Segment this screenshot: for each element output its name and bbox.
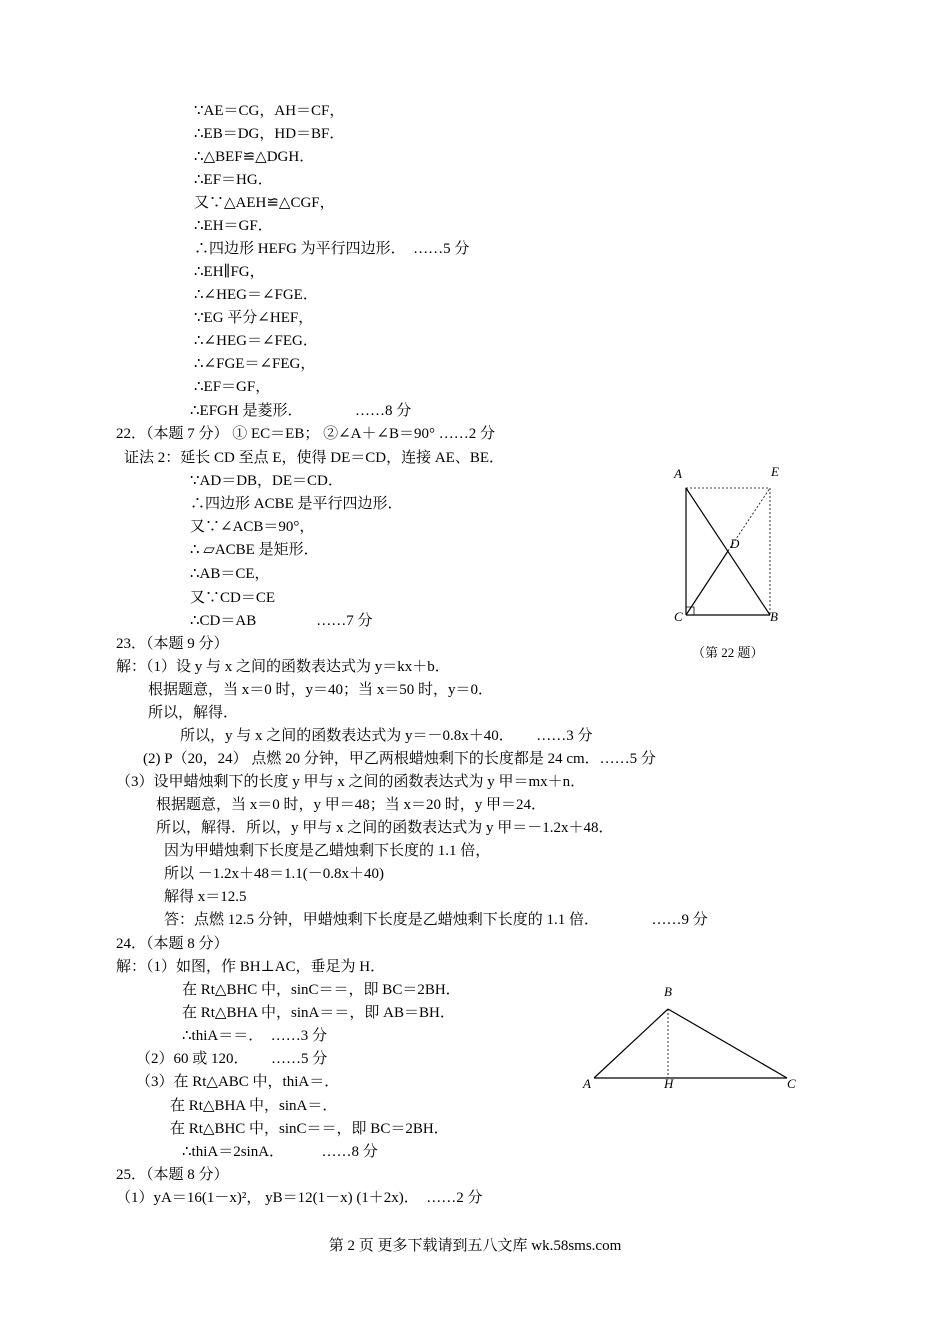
q24-line-4: ∴thiA＝＝． ……3 分 bbox=[182, 1028, 327, 1044]
figure-24 bbox=[580, 980, 810, 1095]
proof-line-12: ∴∠FGE＝∠FEG， bbox=[194, 356, 316, 372]
fig24-label-a: A bbox=[583, 1076, 591, 1091]
q24-line-6: （3）在 Rt△ABC 中，thiA＝． bbox=[136, 1074, 340, 1090]
fig22-median-cd bbox=[686, 551, 728, 615]
q24-line-8: 在 Rt△BHC 中，sinC＝＝，即 BC＝2BH． bbox=[170, 1121, 449, 1137]
fig22-label-b: B bbox=[770, 609, 778, 624]
q23-line-9: 因为甲蜡烛剩下长度是乙蜡烛剩下长度的 1.1 倍， bbox=[164, 843, 491, 859]
q25-heading: 25．（本题 8 分） bbox=[116, 1167, 229, 1183]
fig24-label-h: H bbox=[664, 1076, 674, 1091]
proof-line-14: ∴EFGH 是菱形． ……8 分 bbox=[190, 403, 412, 419]
proof-line-1: ∵AE＝CG，AH＝CF， bbox=[194, 103, 345, 119]
fig22-caption: （第 22 题） bbox=[692, 645, 764, 660]
q24-line-5: （2）60 或 120． ……5 分 bbox=[136, 1051, 328, 1067]
q23-heading: 23．（本题 9 分） bbox=[116, 636, 229, 652]
q22-line-8: ∴CD＝AB ……7 分 bbox=[190, 613, 373, 629]
proof-line-8: ∴EH∥FG， bbox=[194, 264, 265, 280]
q22-heading: 22．（本题 7 分） ① EC＝EB； ②∠A＋∠B＝90° ……2 分 bbox=[116, 426, 496, 442]
q24-line-1: 解：（1）如图，作 BH⊥AC，垂足为 H． bbox=[116, 959, 386, 975]
q22-line-2: ∵AD＝DB，DE＝CD． bbox=[190, 473, 343, 489]
proof-line-11: ∴∠HEG＝∠FEG． bbox=[194, 333, 318, 349]
q23-line-12: 答：点燃 12.5 分钟，甲蜡烛剩下长度是乙蜡烛剩下长度的 1.1 倍． ……9 分 bbox=[164, 912, 708, 928]
proof-line-4: ∴EF＝HG． bbox=[194, 172, 273, 188]
proof-line-7: ∴四边形 HEFG 为平行四边形． ……5 分 bbox=[194, 241, 470, 257]
proof-line-13: ∴EF＝GF， bbox=[194, 379, 271, 395]
q23-line-8: 所以，解得．所以，y 甲与 x 之间的函数表达式为 y 甲＝－1.2x＋48． bbox=[156, 820, 614, 836]
q24-line-9: ∴thiA＝2sinA． ……8 分 bbox=[182, 1144, 378, 1160]
q22-line-7: 又∵CD＝CE bbox=[190, 590, 276, 606]
fig24-label-b: B bbox=[664, 984, 672, 999]
fig22-label-a: A bbox=[674, 466, 682, 481]
fig22-label-d: D bbox=[730, 536, 740, 551]
q24-line-7: 在 Rt△BHA 中，sinA＝． bbox=[170, 1098, 338, 1114]
q23-line-1: 解：（1）设 y 与 x 之间的函数表达式为 y＝kx＋b． bbox=[116, 659, 450, 675]
proof-line-6: ∴EH＝GF． bbox=[194, 218, 273, 234]
fig24-side-ab bbox=[594, 1009, 668, 1078]
q23-line-2: 根据题意，当 x＝0 时，y＝40；当 x＝50 时，y＝0． bbox=[148, 682, 494, 698]
q25-line-1: （1）yA＝16(1－x)²， yB＝12(1－x) (1＋2x)． ……2 分 bbox=[116, 1190, 483, 1206]
proof-line-9: ∴∠HEG＝∠FGE． bbox=[194, 287, 318, 303]
q23-line-10: 所以 －1.2x＋48＝1.1(－0.8x＋40) bbox=[164, 866, 384, 882]
fig24-side-bc bbox=[668, 1009, 787, 1078]
fig22-label-e: E bbox=[771, 464, 779, 479]
q23-line-3: 所以，解得． bbox=[148, 705, 239, 721]
page-footer: 第 2 页 更多下载请到五八文库 wk.58sms.com bbox=[328, 1238, 622, 1254]
q23-line-4: 所以，y 与 x 之间的函数表达式为 y＝－0.8x＋40． ……3 分 bbox=[180, 728, 593, 744]
q24-line-3: 在 Rt△BHA 中，sinA＝＝，即 AB＝BH． bbox=[182, 1005, 455, 1021]
figure-22 bbox=[660, 458, 800, 668]
q23-line-11: 解得 x＝12.5 bbox=[164, 889, 247, 905]
q24-line-2: 在 Rt△BHC 中，sinC＝＝，即 BC＝2BH． bbox=[182, 982, 461, 998]
proof-line-2: ∴EB＝DG，HD＝BF． bbox=[194, 126, 345, 142]
q22-line-5: ∴ ▱ACBE 是矩形． bbox=[190, 542, 319, 558]
proof-line-10: ∵EG 平分∠HEF， bbox=[194, 310, 314, 326]
fig24-label-c: C bbox=[787, 1076, 796, 1091]
q23-line-5: (2) P（20，24） 点燃 20 分钟，甲乙两根蜡烛剩下的长度都是 24 cm．……5 分 bbox=[143, 751, 656, 767]
q22-line-3: ∴四边形 ACBE 是平行四边形． bbox=[190, 496, 403, 512]
q23-line-6: （3）设甲蜡烛剩下的长度 y 甲与 x 之间的函数表达式为 y 甲＝mx＋n． bbox=[116, 774, 586, 790]
proof-line-3: ∴△BEF≌△DGH． bbox=[194, 149, 315, 165]
proof-line-5: 又∵△AEH≌△CGF， bbox=[194, 195, 335, 211]
fig22-label-c: C bbox=[674, 609, 683, 624]
q22-line-1: 证法 2：延长 CD 至点 E，使得 DE＝CD，连接 AE、BE． bbox=[124, 450, 504, 466]
q22-line-4: 又∵∠ACB＝90°， bbox=[190, 519, 315, 535]
q22-line-6: ∴AB＝CE， bbox=[190, 566, 270, 582]
q24-heading: 24．（本题 8 分） bbox=[116, 936, 229, 952]
q23-line-7: 根据题意，当 x＝0 时，y 甲＝48；当 x＝20 时，y 甲＝24． bbox=[156, 797, 547, 813]
